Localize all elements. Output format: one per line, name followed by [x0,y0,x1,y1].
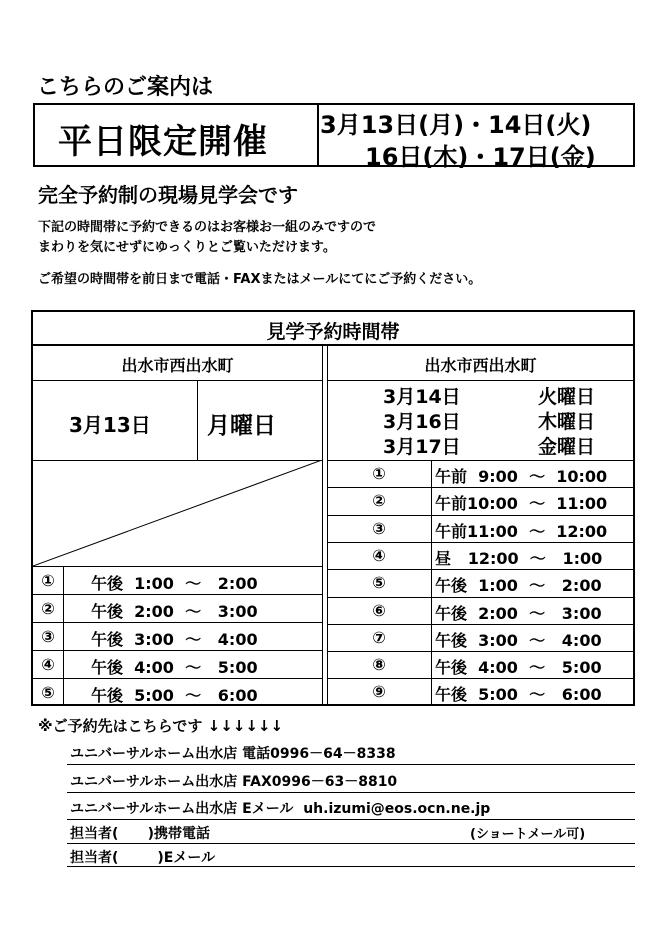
right-weekday: 火曜日 [538,386,596,408]
description-line-1: 下記の時間帯に予約できるのはお客様お一組のみですので [38,220,377,235]
right-slot-time: 午後 1:00 ～ 2:00 [435,576,602,596]
staff-mobile: 担当者( )携帯電話 [70,826,211,842]
description-line-2: まわりを気にせずにゆっくりとご覧いただけます。 [38,240,336,255]
left-slot-number: ③ [41,627,55,646]
contact-heading: ※ご予約先はこちらです ↓↓↓↓↓↓ [38,717,284,735]
row-divider [33,650,322,651]
right-location: 出水市西出水町 [424,356,537,375]
right-slot-time: 昼 12:00 ～ 1:00 [435,548,603,568]
row-divider [328,597,633,598]
row-divider [328,624,633,625]
contact-phone: ユニバーサルホーム出水店 電話0996－64－8338 [70,746,396,762]
contact-fax: ユニバーサルホーム出水店 FAX0996－63－8810 [70,774,398,790]
row-divider [33,594,322,595]
intro-heading: こちらのご案内は [37,75,214,100]
right-slot-number: ③ [372,518,386,538]
right-slot-number: ② [372,491,386,511]
right-weekday: 金曜日 [538,436,596,458]
left-slot-time: 午後 2:00 ～ 3:00 [91,602,258,621]
right-date: 3月14日 [383,386,461,408]
row-divider [328,542,633,543]
right-slot-time: 午後 2:00 ～ 3:00 [435,603,602,623]
left-slot-time: 午後 1:00 ～ 2:00 [91,574,258,593]
left-slot-number: ④ [41,655,55,674]
left-slot-number: ⑤ [41,683,55,702]
contact-email: ユニバーサルホーム出水店 Eメール uh.izumi@eos.ocn.ne.jp [70,801,491,817]
left-slot-time: 午後 3:00 ～ 4:00 [91,630,258,649]
left-location: 出水市西出水町 [121,356,234,375]
left-weekday: 月曜日 [207,413,276,439]
short-mail-note: (ショートメール可) [470,827,586,842]
right-slot-time: 午前 9:00 ～ 10:00 [435,467,608,486]
row-divider [33,622,322,623]
right-slot-time: 午後 5:00 ～ 6:00 [435,685,602,705]
right-slot-number: ① [372,464,386,483]
row-divider [33,678,322,679]
right-slot-number: ⑤ [372,573,386,593]
right-date: 3月16日 [383,411,461,433]
right-slot-time: 午前11:00 ～ 12:00 [435,521,608,541]
staff-email: 担当者( )Eメール [70,850,216,866]
left-slot-time: 午後 4:00 ～ 5:00 [91,658,258,677]
diagonal-slash [33,460,322,566]
row-divider [328,678,633,679]
tagline: 完全予約制の現場見学会です [38,183,298,207]
weekday-only-label: 平日限定開催 [58,122,268,162]
right-weekday: 木曜日 [538,411,596,433]
right-date: 3月17日 [383,436,461,458]
left-slot-time: 午後 5:00 ～ 6:00 [91,686,258,705]
schedule-table [31,310,635,706]
right-slot-number: ④ [372,545,386,565]
row-divider [328,515,633,516]
left-slot-number: ② [41,599,55,618]
right-slot-time: 午後 4:00 ～ 5:00 [435,658,602,678]
row-divider [328,487,633,488]
right-slot-time: 午後 3:00 ～ 4:00 [435,630,602,650]
description-line-3: ご希望の時間帯を前日まで電話・FAXまたはメールにてにご予約ください。 [38,272,482,287]
left-date: 3月13日 [69,413,151,437]
left-slot-number: ① [41,571,55,590]
right-slot-time: 午前10:00 ～ 11:00 [435,494,608,514]
right-slot-number: ⑨ [372,682,386,702]
dates-line-2: 16日(木)・17日(金) [365,143,596,171]
right-slot-number: ⑧ [372,655,386,675]
right-slot-number: ⑦ [372,627,386,647]
schedule-title: 見学予約時間帯 [266,321,400,343]
row-divider [328,651,633,652]
right-slot-number: ⑥ [372,600,386,620]
dates-line-1: 3月13日(月)・14日(火) [320,111,592,139]
row-divider [328,569,633,570]
